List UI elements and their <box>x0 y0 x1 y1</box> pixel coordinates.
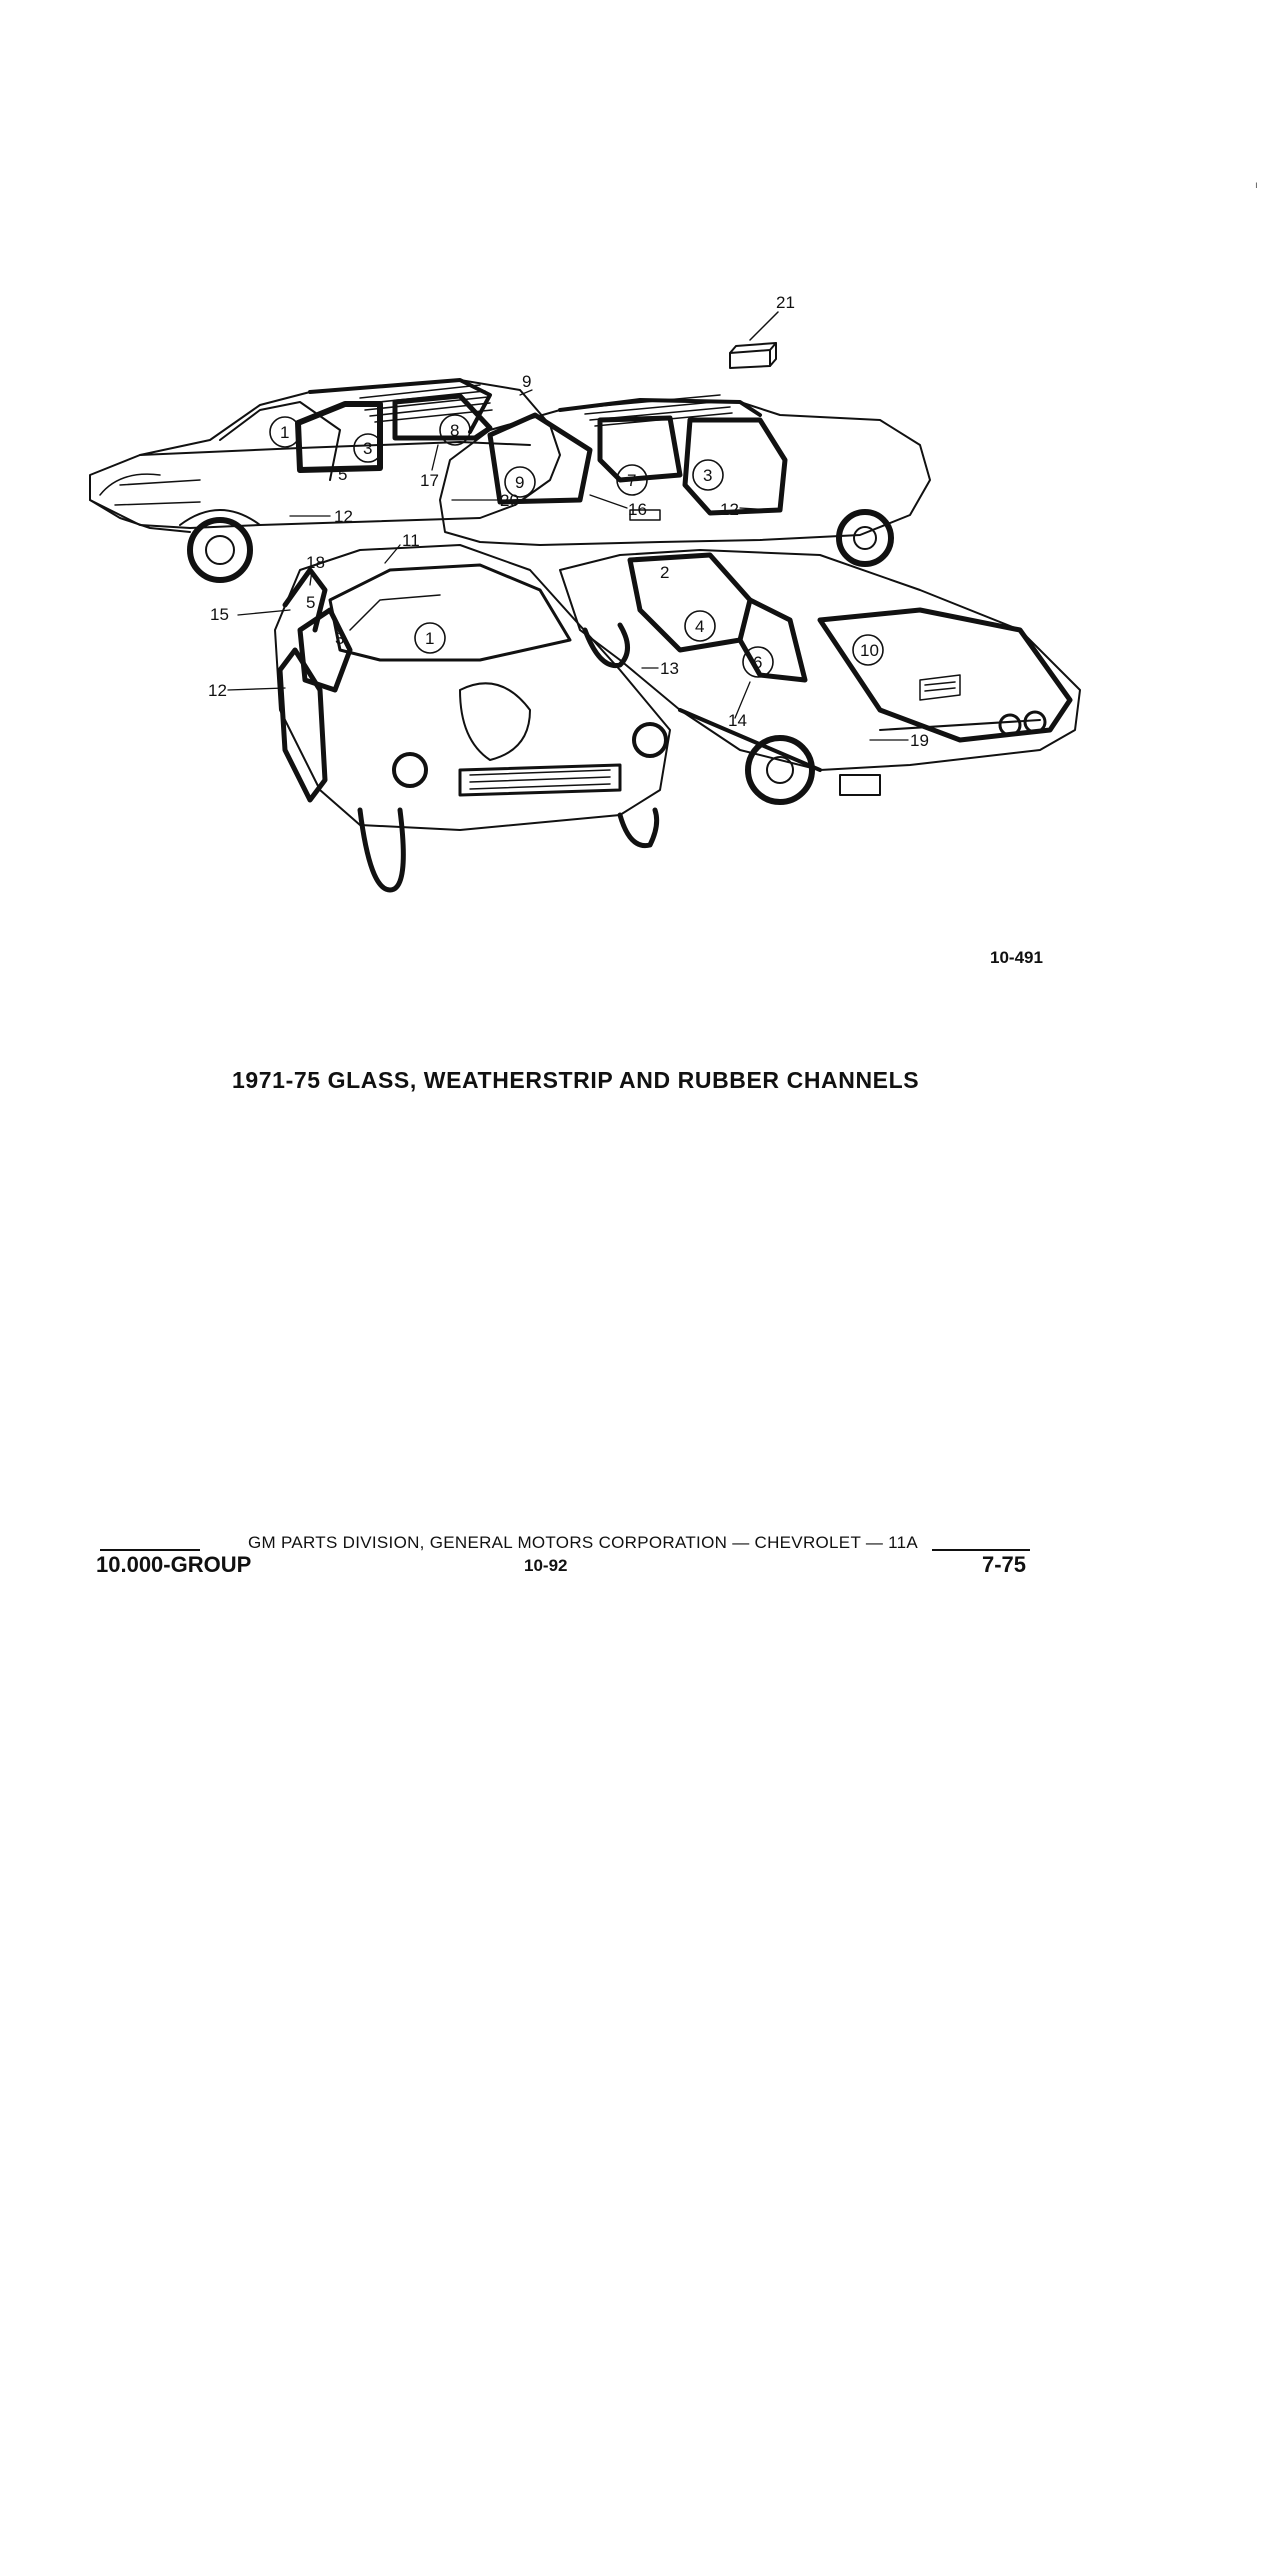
callout-number: 8 <box>450 421 460 440</box>
callout-number: 6 <box>753 653 763 672</box>
callout-number: 2 <box>660 563 670 582</box>
callout-number: 9 <box>522 372 532 391</box>
callout-number: 15 <box>210 605 229 624</box>
callout-number: 3 <box>363 439 373 458</box>
callout-number: 17 <box>420 471 439 490</box>
callout-number: 20 <box>500 491 519 510</box>
callout-number: 10 <box>860 641 879 660</box>
callout-number: 9 <box>515 473 525 492</box>
callout-number: 16 <box>628 500 647 519</box>
page-title: 1971-75 GLASS, WEATHERSTRIP AND RUBBER CHANNELS <box>232 1067 920 1093</box>
rear-view-car-drawing <box>560 550 1080 802</box>
footer-rule-left <box>100 1549 200 1551</box>
footer-group-label: 10.000-GROUP <box>96 1552 252 1577</box>
callout-number: 13 <box>660 659 679 678</box>
callout-number: 1 <box>425 629 435 648</box>
figure-number: 10-491 <box>990 948 1043 967</box>
page-mark: ı <box>1255 180 1258 191</box>
callout-number: 21 <box>776 293 795 312</box>
callout-number: 14 <box>728 711 747 730</box>
footer-division-text: GM PARTS DIVISION, GENERAL MOTORS CORPORATION — CHEVROLET — 11A <box>248 1533 919 1552</box>
callout-number: 11 <box>402 531 420 550</box>
front-view-car-drawing <box>275 545 670 890</box>
footer-date: 7-75 <box>982 1552 1027 1577</box>
callout-number: 18 <box>306 553 325 572</box>
callout-number: 4 <box>695 617 705 636</box>
callout-number: 3 <box>703 466 713 485</box>
weatherstrip-block-part <box>730 312 778 368</box>
callout-number: 7 <box>627 471 637 490</box>
footer-rule-right <box>932 1549 1030 1551</box>
callout-number: 12 <box>720 500 739 519</box>
callout-number: 19 <box>910 731 929 750</box>
callout-number: 3 <box>335 629 345 648</box>
callout-number: 5 <box>338 465 348 484</box>
callout-number: 12 <box>334 507 353 526</box>
wagon-car-drawing <box>440 395 930 564</box>
callout-number: 1 <box>280 423 290 442</box>
footer-page-number: 10-92 <box>524 1556 568 1575</box>
coupe-car-drawing <box>90 380 560 580</box>
callout-number: 12 <box>208 681 227 700</box>
exploded-view-illustration <box>60 270 1100 930</box>
callout-number: 5 <box>306 593 316 612</box>
